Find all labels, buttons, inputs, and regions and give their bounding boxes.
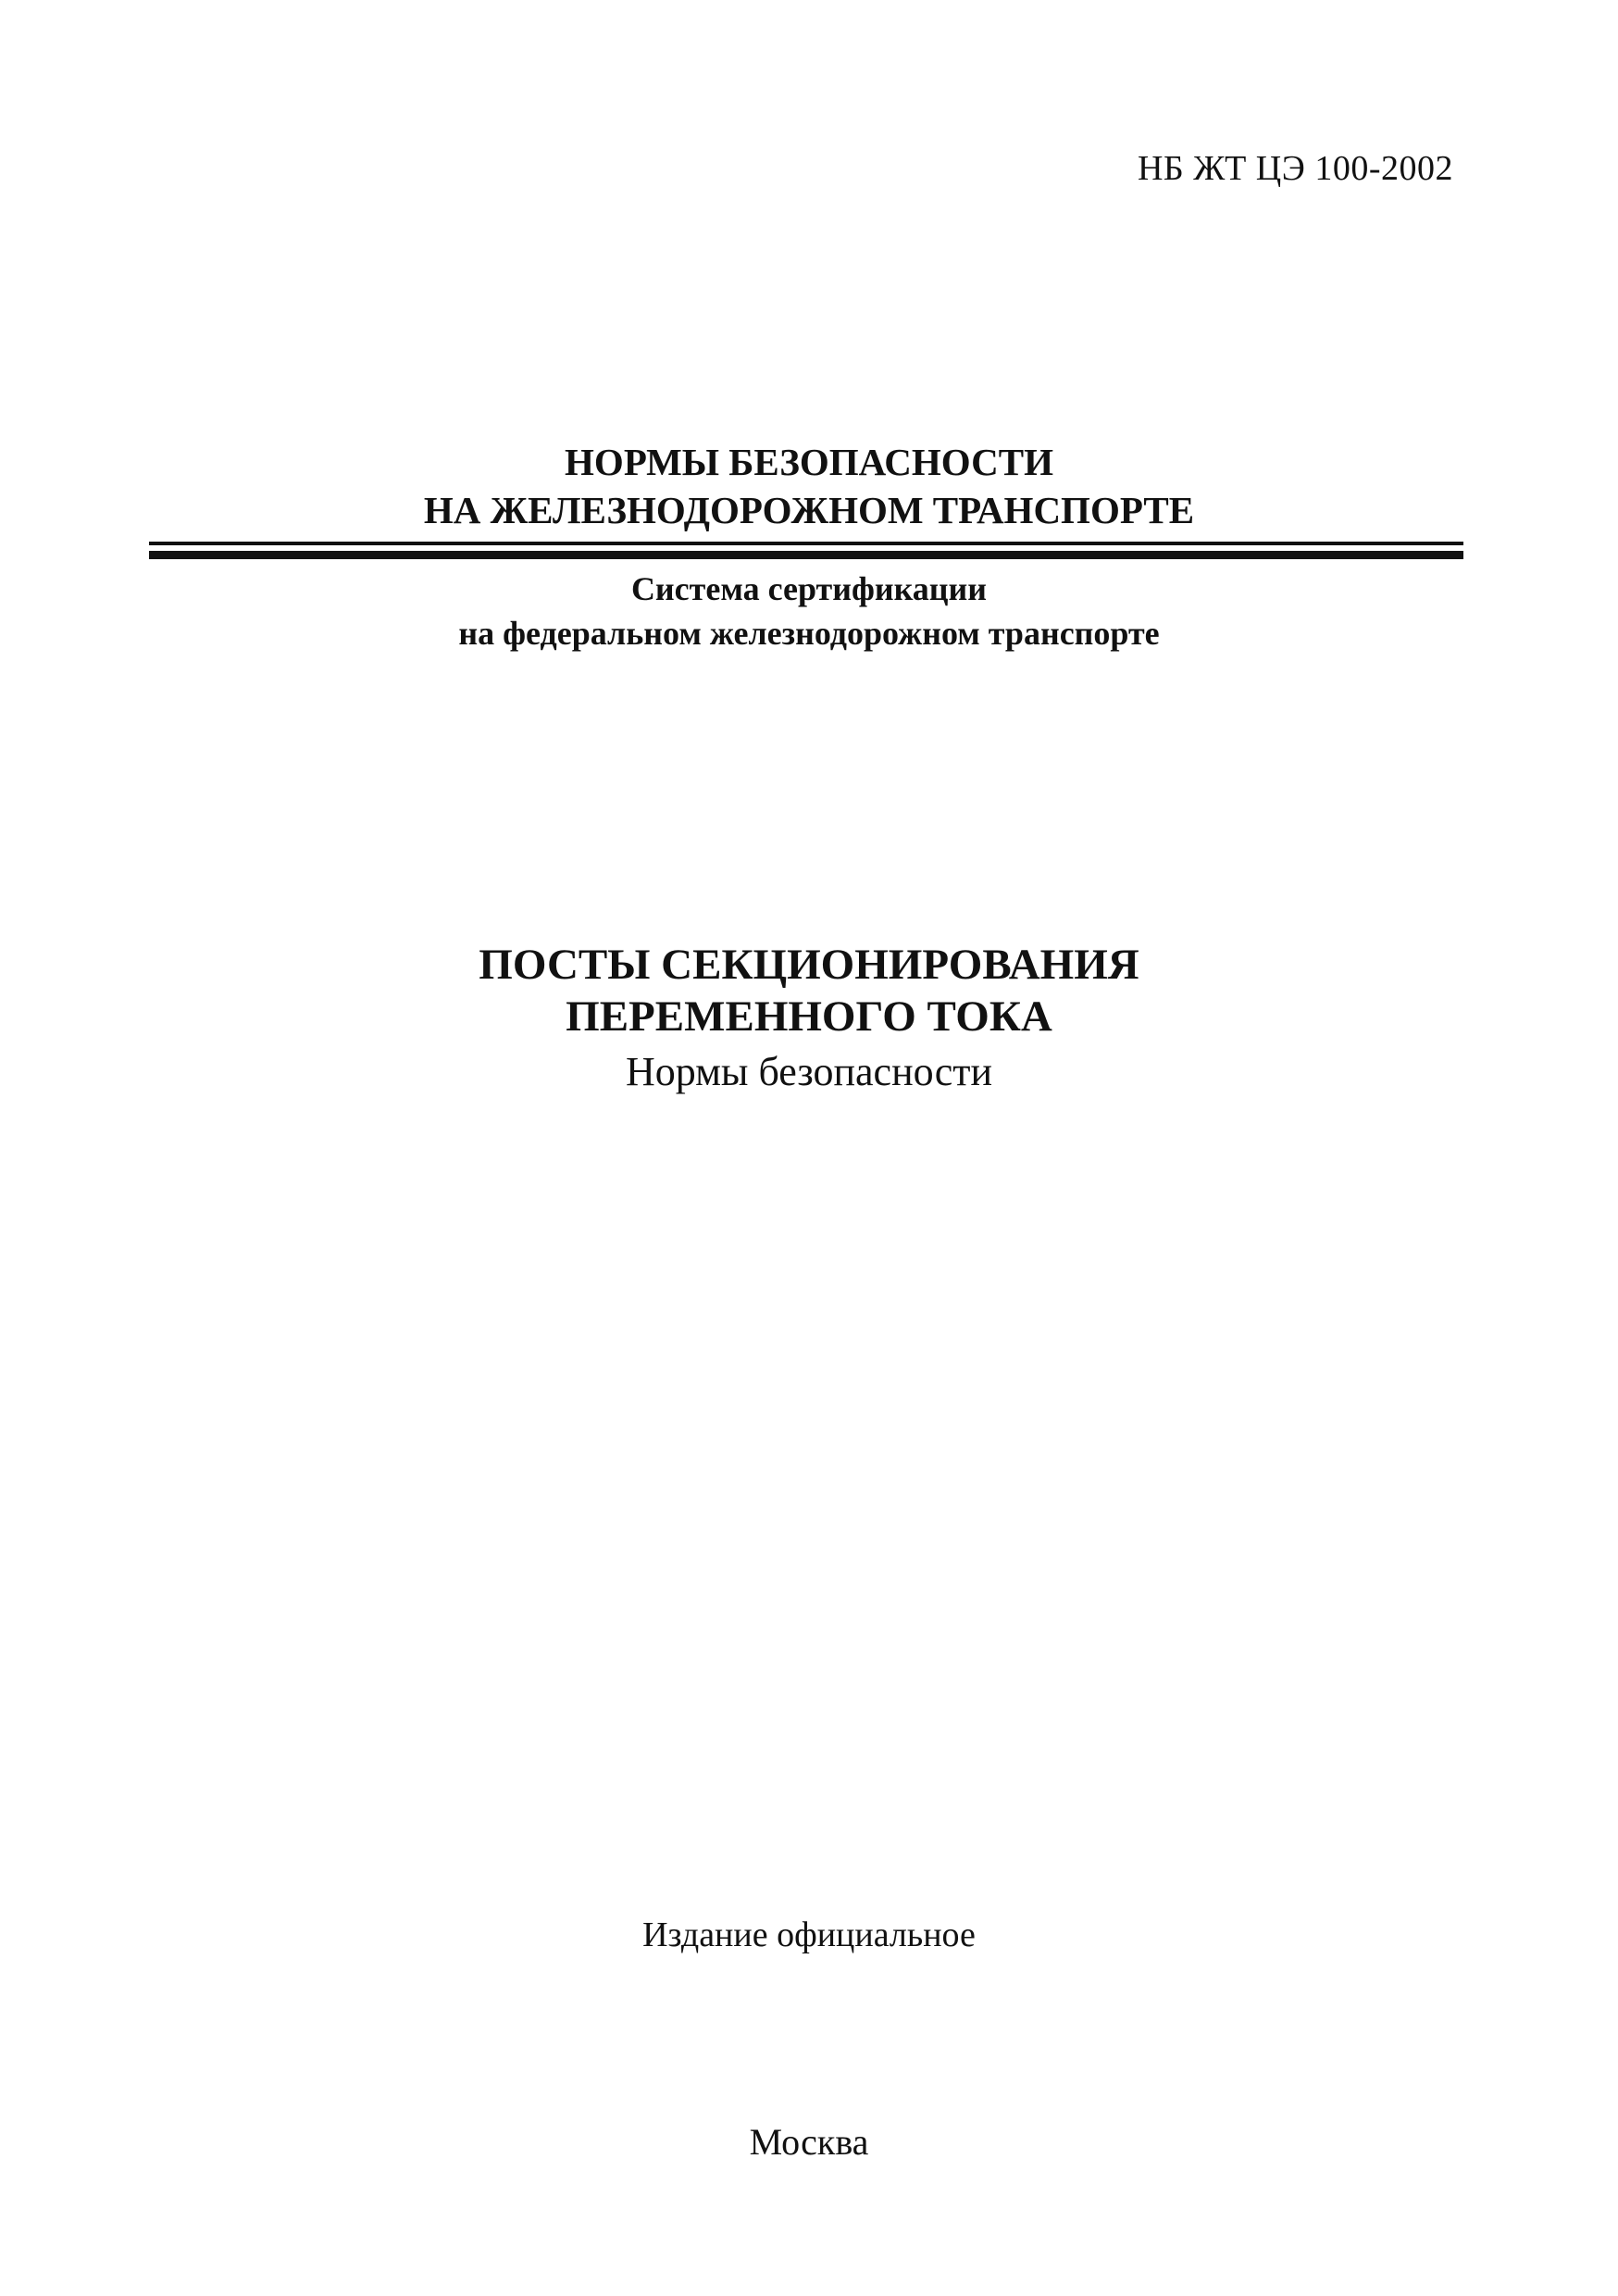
series-title-line-2: НА ЖЕЛЕЗНОДОРОЖНОМ ТРАНСПОРТЕ <box>423 489 1195 531</box>
certification-system-line-2: на федеральном железнодорожном транспорте <box>458 615 1160 652</box>
header-rule-thin <box>149 542 1463 545</box>
main-subtitle: Нормы безопасности <box>625 1049 993 1094</box>
main-title-line-1: ПОСТЫ СЕКЦИОНИРОВАНИЯ <box>479 941 1139 989</box>
header-rule-thick <box>149 551 1463 559</box>
series-title-line-1: НОРМЫ БЕЗОПАСНОСТИ <box>565 441 1053 483</box>
certification-system-line-1: Система сертификации <box>630 570 988 607</box>
document-code: НБ ЖТ ЦЭ 100-2002 <box>1137 149 1453 188</box>
publication-city: Москва <box>749 2121 869 2163</box>
edition-label: Издание официальное <box>642 1915 976 1954</box>
main-title-line-2: ПЕРЕМЕННОГО ТОКА <box>566 992 1052 1041</box>
